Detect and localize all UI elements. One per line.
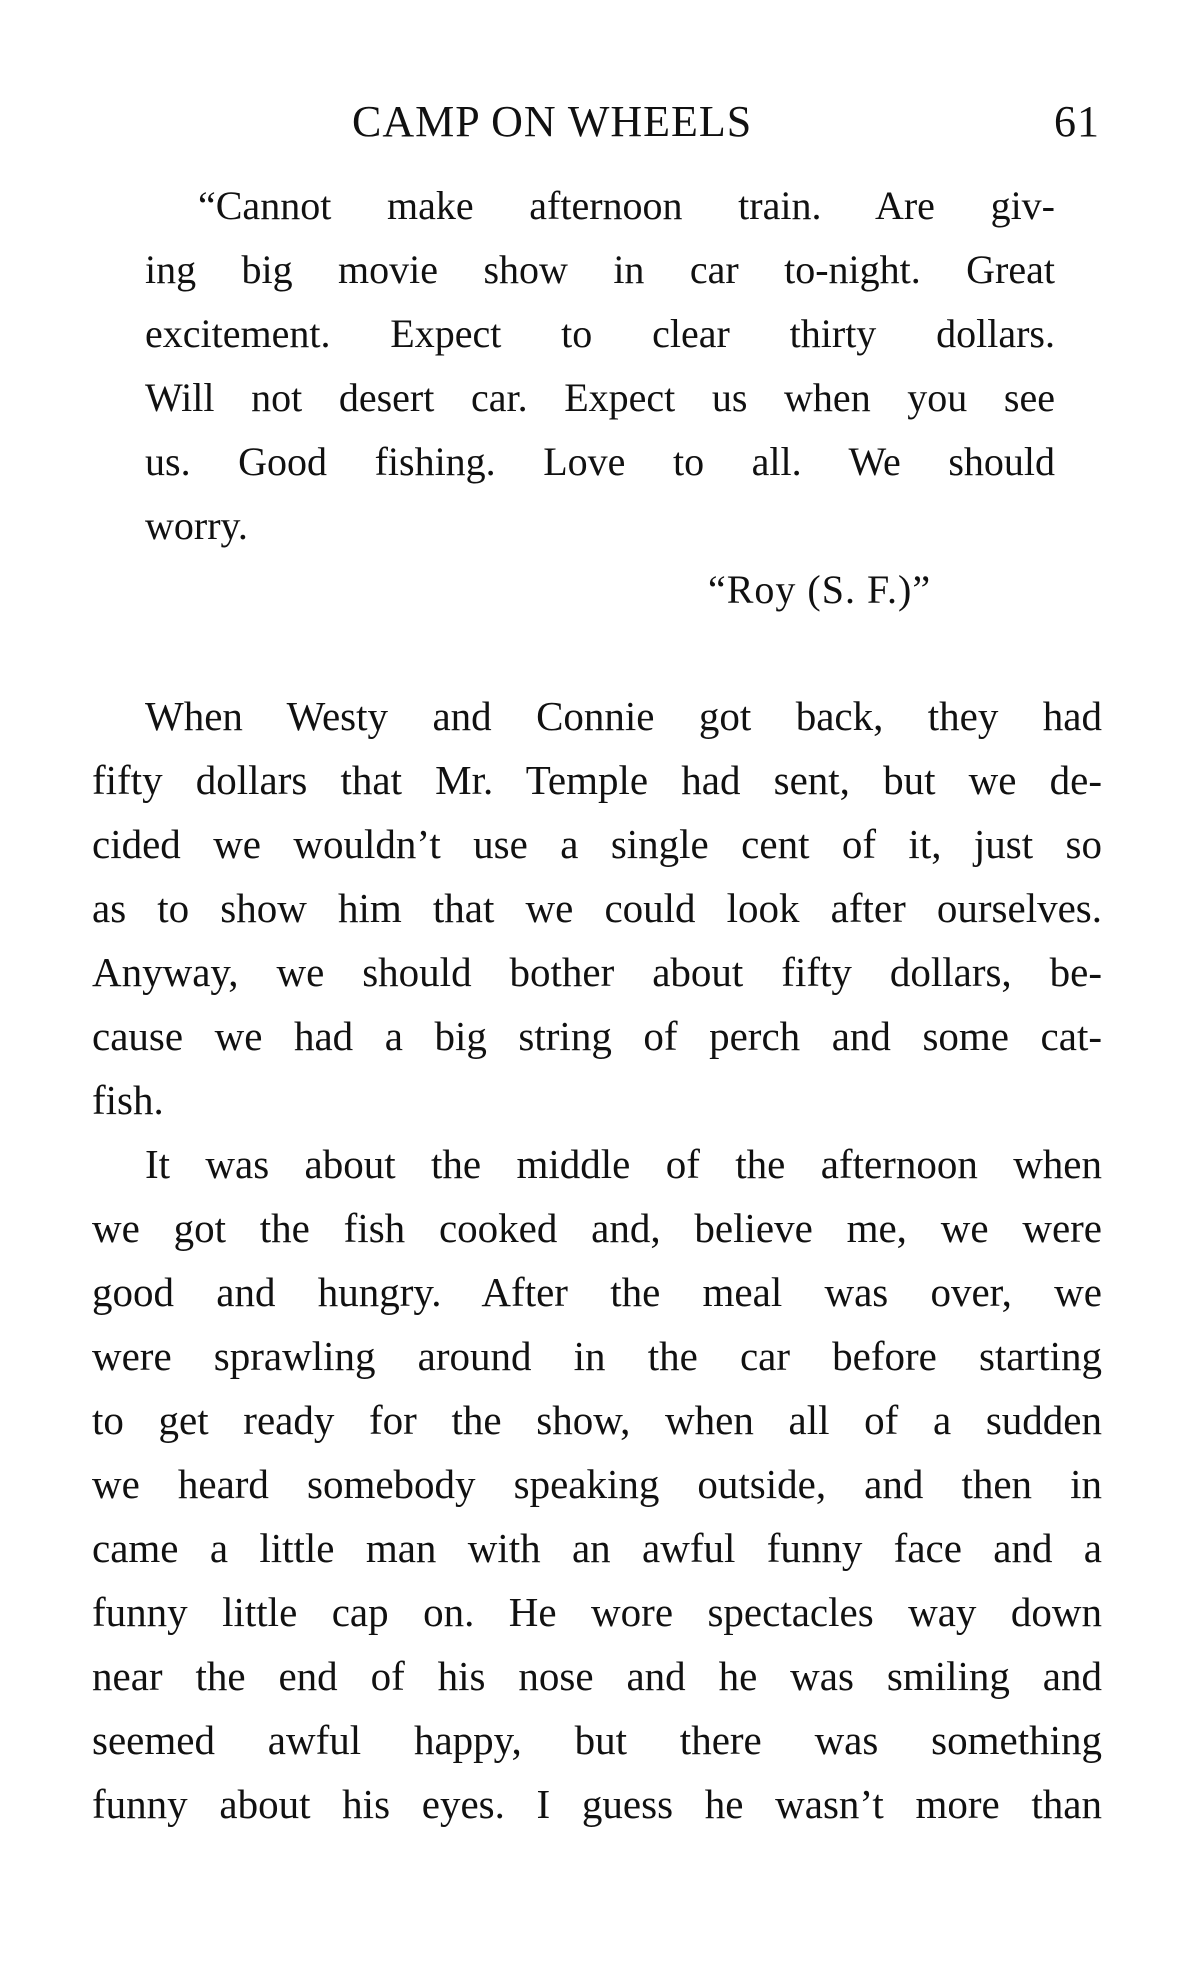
paragraph-line: funny little cap on. He wore spectacles way down	[92, 1589, 1102, 1635]
paragraph-line: came a little man with an awful funny face and a	[92, 1525, 1102, 1571]
page-number: 61	[1054, 97, 1100, 146]
running-head	[0, 96, 1200, 156]
paragraph-line: cause we had a big string of perch and some cat-	[92, 1013, 1102, 1059]
paragraph-line: cided we wouldn’t use a single cent of it, just so	[92, 821, 1102, 867]
paragraph-line: we got the fish cooked and, believe me, we were	[92, 1205, 1102, 1251]
telegram-signature: “Roy (S. F.)”	[708, 567, 932, 612]
paragraph-line: fifty dollars that Mr. Temple had sent, but we de-	[92, 757, 1102, 803]
paragraph-line: near the end of his nose and he was smiling and	[92, 1653, 1102, 1699]
telegram-line: us. Good fishing. Love to all. We should	[145, 439, 1055, 484]
paragraph-line: funny about his eyes. I guess he wasn’t more than	[92, 1781, 1102, 1827]
telegram-line: “Cannot make afternoon train. Are giv-	[198, 183, 1055, 228]
telegram-line: excitement. Expect to clear thirty dollars.	[145, 311, 1055, 356]
paragraph-line: It was about the middle of the afternoon when	[145, 1141, 1102, 1187]
paragraph-line: were sprawling around in the car before starting	[92, 1333, 1102, 1379]
paragraph-line: seemed awful happy, but there was something	[92, 1717, 1102, 1763]
paragraph-line: as to show him that we could look after ourselves.	[92, 885, 1102, 931]
running-title: CAMP ON WHEELS	[352, 97, 753, 146]
paragraph-line: fish.	[92, 1077, 164, 1123]
paragraph-line: good and hungry. After the meal was over, we	[92, 1269, 1102, 1315]
telegram-line: ing big movie show in car to-night. Great	[145, 247, 1055, 292]
paragraph-line: When Westy and Connie got back, they had	[145, 693, 1102, 739]
telegram-line: Will not desert car. Expect us when you see	[145, 375, 1055, 420]
telegram-line: worry.	[145, 503, 248, 548]
paragraph-line: we heard somebody speaking outside, and then in	[92, 1461, 1102, 1507]
paragraph-line: Anyway, we should bother about fifty dollars, be-	[92, 949, 1102, 995]
paragraph-line: to get ready for the show, when all of a sudden	[92, 1397, 1102, 1443]
